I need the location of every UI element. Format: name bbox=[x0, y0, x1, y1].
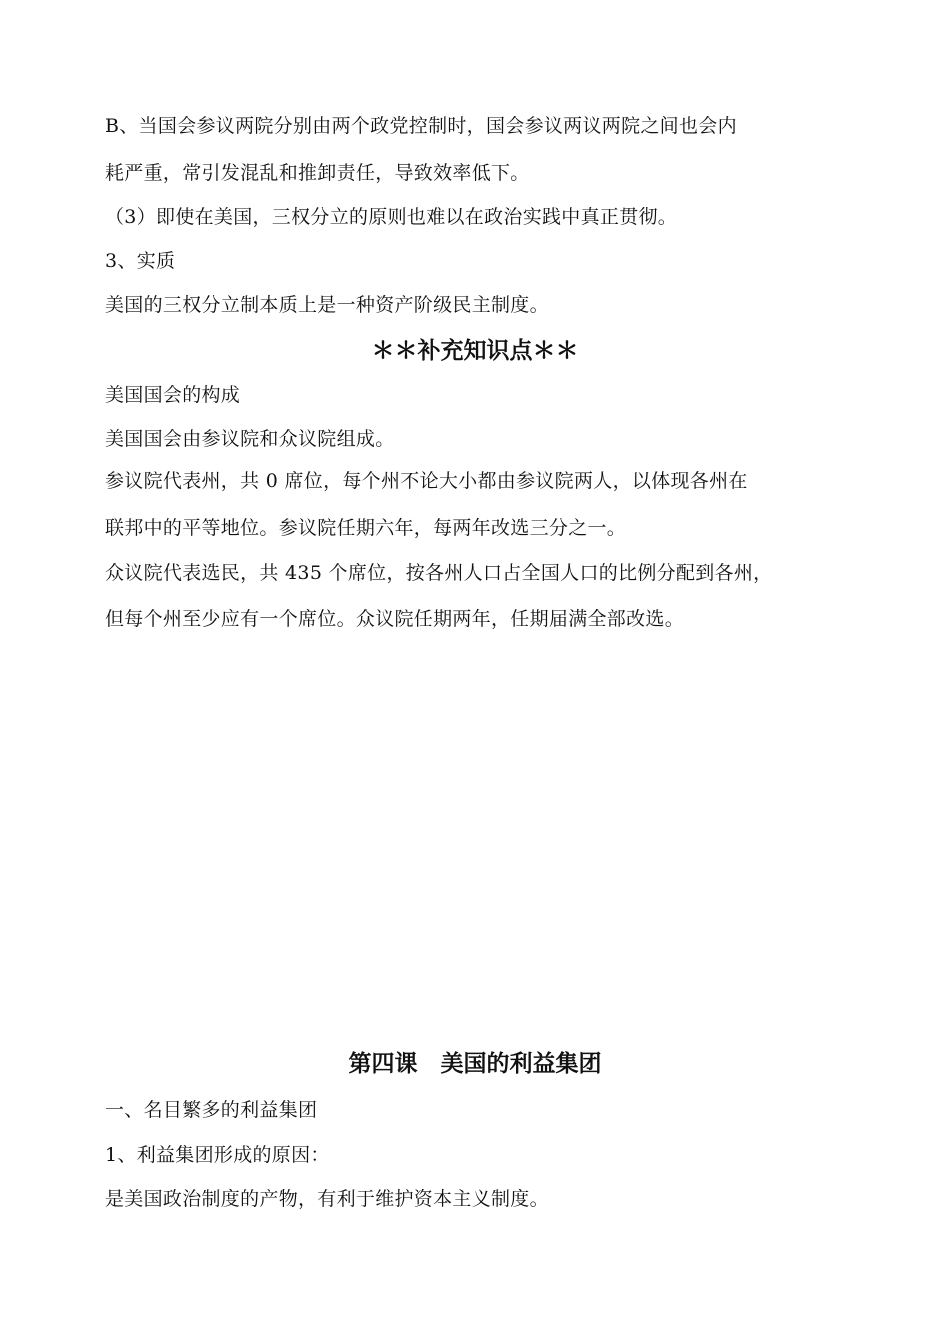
paragraph-line: 联邦中的平等地位。参议院任期六年，每两年改选三分之一。 bbox=[105, 517, 627, 539]
paragraph-line: （3）即使在美国，三权分立的原则也难以在政治实践中真正贯彻。 bbox=[105, 206, 678, 228]
paragraph-line: 参议院代表州，共 0 席位，每个州不论大小都由参议院两人，以体现各州在 bbox=[105, 470, 748, 492]
paragraph-line: 美国的三权分立制本质上是一种资产阶级民主制度。 bbox=[105, 294, 549, 316]
section-subheading: 3、实质 bbox=[105, 250, 176, 272]
section-subheading: 美国国会的构成 bbox=[105, 384, 241, 406]
lesson-heading: 第四课 美国的利益集团 bbox=[348, 1051, 602, 1077]
supplement-heading: ＊＊补充知识点＊＊ bbox=[371, 338, 579, 364]
paragraph-line: 但每个州至少应有一个席位。众议院任期两年，任期届满全部改选。 bbox=[105, 608, 685, 630]
section-subheading: 1、利益集团形成的原因： bbox=[105, 1144, 330, 1166]
paragraph-line: 耗严重，常引发混乱和推卸责任，导致效率低下。 bbox=[105, 162, 530, 184]
section-subheading: 一、名目繁多的利益集团 bbox=[105, 1099, 318, 1121]
paragraph-line: 美国国会由参议院和众议院组成。 bbox=[105, 428, 395, 450]
paragraph-line: B、当国会参议两院分别由两个政党控制时，国会参议两议两院之间也会内 bbox=[105, 115, 737, 137]
paragraph-line: 众议院代表选民，共 435 个席位，按各州人口占全国人口的比例分配到各州， bbox=[105, 562, 773, 584]
paragraph-line: 是美国政治制度的产物，有利于维护资本主义制度。 bbox=[105, 1188, 549, 1210]
